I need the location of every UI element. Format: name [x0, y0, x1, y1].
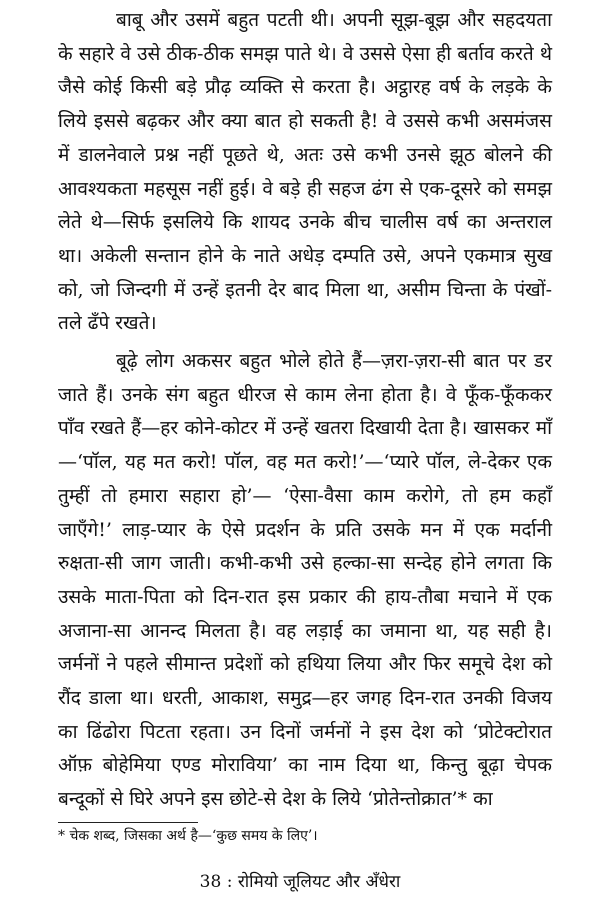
- body-paragraph: बूढ़े लोग अकसर बहुत भोले होते हैं—ज़रा-ज़रा-सी बात पर डर जाते हैं। उनके संग बहुत धीरज से काम लेना होता है। वे फूँक-फूँककर पाँव रखते हैं—हर कोने-कोटर में उन्हें खतरा दिखायी देता है। खासकर माँ—‘पॉल, यह मत करो! पॉल, वह मत करो!’—‘प्यारे पॉल, ले-देकर एक तुम्हीं तो हमारा सहारा हो’— ‘ऐसा-वैसा काम करोगे, तो हम कहाँ जाएँगे!’ लाड़-प्यार के ऐसे प्रदर्शन के प्रति उसके मन में एक मर्दानी रुक्षता-सी जाग जाती। कभी-कभी उसे हल्का-सा सन्देह होने लगता कि उसके माता-पिता को दिन-रात इस प्रकार की हाय-तौबा मचाने में एक अजाना-सा आनन्द मिलता है। वह लड़ाई का जमाना था, यह सही है। जर्मनों ने पहले सीमान्त प्रदेशों को हथिया लिया और फिर समूचे देश को रौंद डाला था। धरती, आकाश, समुद्र—हर जगह दिन-रात उनकी विजय का ढिंढोरा पिटता रहता। उन दिनों जर्मनों ने इस देश को ‘प्रोटेक्टोरात ऑफ़ बोहेमिया एण्ड मोराविया’ का नाम दिया था, किन्तु बूढ़ा चेपक बन्दूकों से घिरे अपने इस छोटे-से देश के लिये ‘प्रोतेन्तोक्रात’* का: [58, 350, 552, 811]
- page-footer: 38 : रोमियो जूलियट और अँधेरा: [199, 872, 401, 892]
- footnote: * चेक शब्द, जिसका अर्थ है—‘कुछ समय के लिए’।: [58, 828, 318, 844]
- body-paragraph: बाबू और उसमें बहुत पटती थी। अपनी सूझ-बूझ और सहदयता के सहारे वे उसे ठीक-ठीक समझ पाते थे। वे उससे ऐसा ही बर्ताव करते थे जैसे कोई किसी बड़े प्रौढ़ व्यक्ति से करता है। अट्ठारह वर्ष के लड़के के लिये इससे बढ़कर और क्या बात हो सकती है! वे उससे कभी असमंजस में डालनेवाले प्रश्न नहीं पूछते थे, अतः उसे कभी उनसे झूठ बोलने की आवश्यकता महसूस नहीं हुई। वे बड़े ही सहज ढंग से एक-दूसरे को समझ लेते थे—सिर्फ इसलिये कि शायद उनके बीच चालीस वर्ष का अन्तराल था। अकेली सन्तान होने के नाते अधेड़ दम्पति उसे, अपने एकमात्र सुख को, जो जिन्दगी में उन्हें इतनी देर बाद मिला था, असीम चिन्ता के पंखों-तले ढँपे रखते।: [58, 9, 552, 335]
- footnote-rule: [58, 822, 198, 823]
